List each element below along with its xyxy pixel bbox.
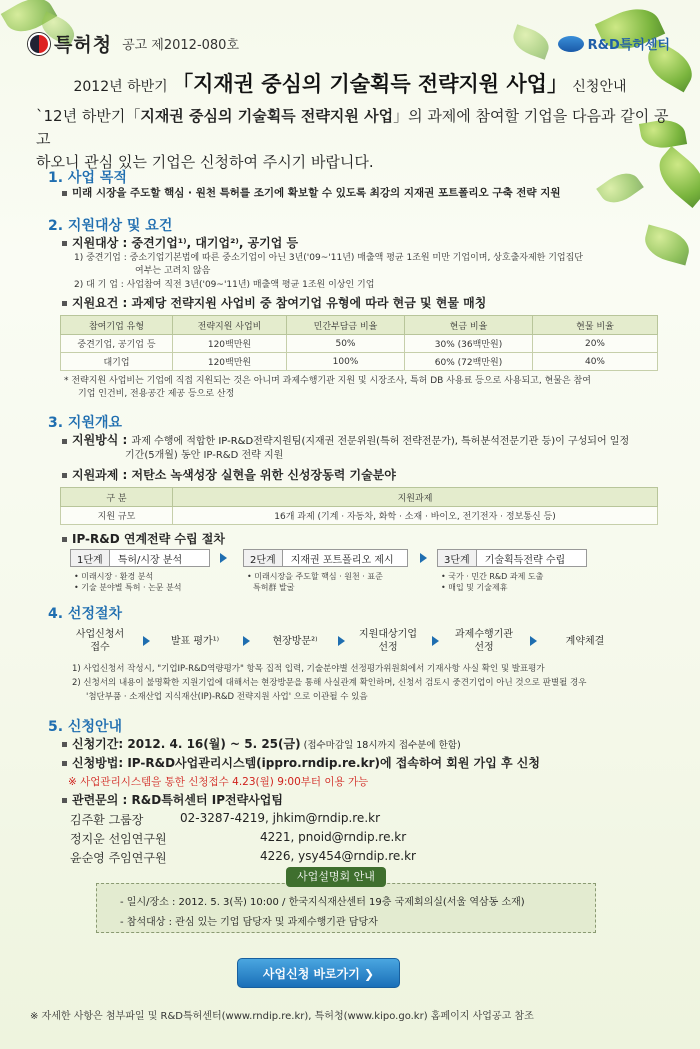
apply-button[interactable]: 사업신청 바로가기 ❯ (237, 958, 400, 988)
flow-step-apply (64, 626, 136, 656)
contact-info: 4226, ysy454@rndip.re.kr (260, 849, 416, 863)
table-cell: 40% (533, 353, 658, 371)
procedure-label: IP-R&D 연계전략 수립 절차 (72, 532, 225, 546)
bullet-square-icon (62, 191, 67, 196)
table-cell: 20% (533, 335, 658, 353)
flow-step-select-company (348, 626, 428, 656)
scale-table (60, 487, 658, 525)
arrow-right-icon (420, 553, 427, 563)
step-label: 특허/시장 분석 (117, 554, 183, 566)
table-row (61, 335, 658, 353)
arrow-right-icon (243, 636, 250, 646)
section-1-title: 1. 사업 목적 (48, 170, 127, 186)
notice-number: 공고 제2012-080호 (122, 38, 240, 53)
step-label: 기술획득전략 수립 (484, 554, 566, 566)
title-year: 2012년 하반기 (73, 79, 168, 95)
flow-label: 현장방문²⁾ (272, 635, 318, 647)
step-3-box (437, 549, 587, 567)
intro-post: 」의 과제에 참여할 기업을 다음과 같이 공고 (36, 107, 669, 148)
table-header: 현금 비율 (405, 316, 533, 335)
step-2-desc-1: • 미래시장을 주도할 핵심 · 원천 · 표준 (247, 572, 383, 581)
header (28, 30, 680, 60)
flow-label: 발표 평가¹⁾ (170, 635, 220, 647)
purpose-text: 미래 시장을 주도할 핵심 · 원천 특허를 조기에 확보할 수 있도록 최강의 지재권 포트폴리오 구축 전략 지원 (72, 187, 561, 199)
funding-note-2: 기업 인건비, 전용공간 제공 등으로 산정 (78, 389, 235, 399)
page-title (0, 68, 700, 98)
leaf-decoration (641, 225, 693, 266)
flow-label-2: 선정 (378, 642, 398, 653)
requirement-bullet (62, 296, 486, 311)
table-header: 구 분 (61, 488, 173, 507)
table-header: 참여기업 유형 (61, 316, 173, 335)
contact-label: 관련문의 : R&D특허센터 IP전략사업팀 (72, 793, 283, 807)
table-row (61, 353, 658, 371)
table-cell: 30% (36백만원) (405, 335, 533, 353)
footer-note: ※ 자세한 사항은 첨부파일 및 R&D특허센터(www.rndip.re.kr), 특허청(www.kipo.go.kr) 홈페이지 사업공고 참조 (30, 1011, 534, 1022)
arrow-right-icon (530, 636, 537, 646)
flow-label: 계약체결 (565, 635, 605, 647)
flow-label: 지원대상기업 (359, 629, 417, 640)
rnd-emblem-icon (558, 36, 584, 52)
contact-bullet (62, 793, 283, 808)
step-3-desc-1: • 국가 · 민간 R&D 과제 도출 (441, 572, 544, 581)
partner-name: R&D특허센터 (587, 38, 670, 53)
bullet-square-icon (62, 241, 67, 246)
flow-label-2: 접수 (90, 642, 110, 653)
flow-label-2: 선정 (474, 642, 494, 653)
table-row (61, 507, 658, 525)
task-bullet (62, 468, 396, 483)
table-cell: 중견기업, 공기업 등 (61, 335, 173, 353)
flow-step-select-agency (442, 626, 526, 656)
table-header: 지원과제 (173, 488, 658, 507)
selection-note-2: 2) 신청서의 내용이 불명확한 지원기업에 대해서는 현장방문을 통해 사실관계 확인하며, 신청서 검토시 중견기업이 아닌 것으로 판별될 경우 (72, 678, 587, 688)
arrow-right-icon (220, 553, 227, 563)
flow-step-presentation (155, 626, 235, 656)
step-label: 지재권 포트폴리오 제시 (290, 554, 394, 566)
briefing-title: 사업설명회 안내 (286, 867, 386, 887)
flow-step-contract (545, 626, 625, 656)
table-header: 현물 비율 (533, 316, 658, 335)
step-number: 2단계 (244, 550, 283, 566)
method-text-1: 과제 수행에 적합한 IP-R&D전략지원팀(지재권 전문위원(특허 전략전문가), 특허분석전문기관 등)이 구성되어 일정 (131, 436, 630, 447)
bullet-square-icon (62, 301, 67, 306)
table-cell: 16개 과제 (기계 · 자동차, 화학 · 소재 · 바이오, 전기전자 · 정보통신 등) (173, 507, 658, 525)
method-bullet (62, 433, 629, 449)
intro-bold: 지재권 중심의 기술획득 전략지원 사업 (140, 107, 394, 125)
target-bullet (62, 236, 298, 251)
org-name: 특허청 (54, 34, 113, 56)
briefing-line-2: - 참석대상 : 관심 있는 기업 담당자 및 과제수행기관 담당자 (120, 917, 378, 928)
title-main: 「지재권 중심의 기술획득 전략지원 사업」 (172, 72, 568, 96)
table-cell: 120백만원 (173, 335, 287, 353)
flow-step-site-visit (255, 626, 335, 656)
step-1-box (70, 549, 210, 567)
step-number: 3단계 (438, 550, 477, 566)
intro-pre: `12년 하반기「 (36, 107, 141, 125)
table-header: 전략지원 사업비 (173, 316, 287, 335)
bullet-square-icon (62, 439, 67, 444)
arrow-right-icon (338, 636, 345, 646)
table-cell: 120백만원 (173, 353, 287, 371)
funding-note-1: * 전략지원 사업비는 기업에 직접 지원되는 것은 아니며 과제수행기관 지원 및 시장조사, 특허 DB 사용료 등으로 사용되고, 현물은 참여 (64, 376, 591, 386)
step-1-desc-1: • 미래시장 · 환경 분석 (74, 572, 154, 581)
selection-note-1: 1) 사업신청서 작성시, "기업IP-R&D역량평가" 항목 집적 입력, 기술분야별 선정평가위원회에서 기재사항 사실 확인 및 발표평가 (72, 664, 545, 674)
step-1-desc-2: • 기술 분야별 특허 · 논문 분석 (74, 583, 182, 592)
method-text-2: 기간(5개월) 동안 IP-R&D 전략 지원 (125, 450, 284, 461)
apply-method: 신청방법: IP-R&D사업관리시스템(ippro.rndip.re.kr)에 접속하여 회원 가입 후 신청 (72, 756, 540, 770)
matching-table (60, 315, 658, 371)
method-apply-bullet (62, 756, 540, 771)
section-2-title: 2. 지원대상 및 요건 (48, 218, 173, 234)
bullet-square-icon (62, 473, 67, 478)
contact-name: 정지운 선임연구원 (70, 832, 167, 846)
contact-name: 윤순영 주임연구원 (70, 851, 167, 865)
section-5-title: 5. 신청안내 (48, 719, 123, 735)
step-2-box (243, 549, 408, 567)
briefing-line-1: - 일시/장소 : 2012. 5. 3(목) 10:00 / 한국지식재산센터 19층 국제회의실(서울 역삼동 소재) (120, 897, 525, 908)
period-note: (접수마감일 18시까지 접수분에 한함) (300, 740, 461, 751)
flow-label: 사업신청서 (75, 629, 125, 640)
kipo-emblem-icon (28, 33, 50, 55)
arrow-right-icon (143, 636, 150, 646)
step-number: 1단계 (71, 550, 110, 566)
arrow-right-icon (432, 636, 439, 646)
table-cell: 지원 규모 (61, 507, 173, 525)
intro-line2: 하오니 관심 있는 기업은 신청하여 주시기 바랍니다. (36, 153, 374, 171)
procedure-bullet (62, 532, 225, 547)
bullet-square-icon (62, 537, 67, 542)
table-cell: 100% (287, 353, 405, 371)
table-cell: 50% (287, 335, 405, 353)
contact-info: 4221, pnoid@rndip.re.kr (260, 830, 407, 844)
step-2-desc-2: 특허群 발굴 (253, 583, 295, 592)
bullet-square-icon (62, 798, 67, 803)
table-cell: 60% (72백만원) (405, 353, 533, 371)
period-label: 신청기간: 2012. 4. 16(월) ~ 5. 25(금) (72, 737, 301, 751)
step-3-desc-2: • 매입 및 기술제휴 (441, 583, 508, 592)
table-header: 민간부담금 비율 (287, 316, 405, 335)
section-4-title: 4. 선정절차 (48, 606, 123, 622)
intro-text (36, 105, 678, 174)
contact-info: 02-3287-4219, jhkim@rndip.re.kr (180, 811, 381, 825)
requirement-label: 지원요건 : 과제당 전략지원 사업비 중 참여기업 유형에 따라 현금 및 현물 매칭 (72, 296, 487, 310)
section-1-bullet (62, 186, 560, 201)
bullet-square-icon (62, 761, 67, 766)
target-label: 지원대상 : 중견기업¹⁾, 대기업²⁾, 공기업 등 (72, 236, 299, 250)
section-3-title: 3. 지원개요 (48, 415, 123, 431)
flow-label: 과제수행기관 (455, 629, 513, 640)
system-notice: ※ 사업관리시스템을 통한 신청접수 4.23(월) 9:00부터 이용 가능 (68, 776, 369, 788)
task-label: 지원과제 : 저탄소 녹색성장 실현을 위한 신성장동력 기술분야 (72, 468, 396, 482)
table-cell: 대기업 (61, 353, 173, 371)
method-label: 지원방식 : (72, 433, 132, 447)
rnd-center-logo (558, 34, 670, 53)
contact-name: 김주환 그룹장 (70, 813, 144, 827)
target-note-2: 2) 대 기 업 : 사업참여 직전 3년('09~'11년) 매출액 평균 1조원 이상인 기업 (74, 280, 375, 290)
table-header-row (61, 316, 658, 335)
target-note-1a: 1) 중견기업 : 중소기업기본법에 따른 중소기업이 아닌 3년('09~'11년) 매출액 평균 1조원 미만 기업이며, 상호출자제한 기업집단 (74, 253, 583, 263)
period-bullet (62, 737, 461, 753)
title-tail: 신청안내 (572, 79, 627, 95)
kipo-logo (28, 30, 239, 57)
bullet-square-icon (62, 742, 67, 747)
target-note-1b: 여부는 고려치 않음 (135, 266, 211, 276)
table-header-row (61, 488, 658, 507)
selection-note-3: '첨단부품 · 소재산업 지식재산(IP)-R&D 전략지원 사업' 으로 이관될 수 있음 (86, 692, 368, 702)
